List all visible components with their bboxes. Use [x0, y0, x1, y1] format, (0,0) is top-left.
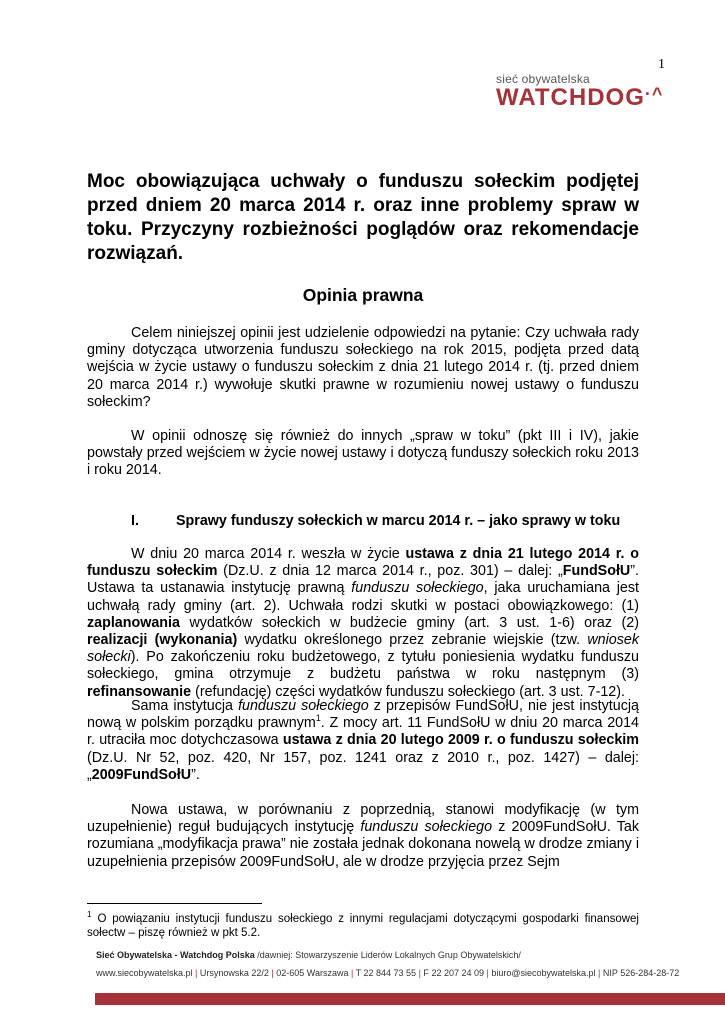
separator: |: [268, 968, 277, 978]
text-run: Nowa ustawa, w porównaniu z poprzednią, stanowi modyfikację (w tym uzupełnienie) reguł budujących instytucję: [87, 802, 639, 836]
page-number: 1: [658, 57, 665, 72]
footnote-text: O powiązaniu instytucji funduszu sołeckiego z innymi regulacjami dotyczącymi gospodarki finansowej sołectw – piszę również w pkt 5.2.: [87, 912, 639, 939]
text-run: z przepisów FundSołU, nie jest instytucją nową w polskim porządku prawnym: [87, 698, 639, 732]
text-run-bold: FundSołU: [562, 563, 631, 580]
separator: |: [348, 968, 356, 978]
text-run: ”. Ustawa ta ustanawia instytucję prawną: [87, 563, 639, 597]
footnote-ref[interactable]: 1: [315, 713, 321, 724]
text-run: Sama instytucja: [131, 698, 239, 714]
footer-former-name: /dawniej: Stowarzyszenie Liderów Lokalnych Grup Obywatelskich/: [254, 950, 521, 960]
watchdog-logo: [496, 72, 663, 112]
paragraph-institution: [87, 698, 639, 784]
footer-website[interactable]: www.siecobywatelska.pl: [96, 968, 193, 978]
text-run: (Dz.U. Nr 52, poz. 420, Nr 157, poz. 1241 oraz z 2010 r., poz. 1427) – dalej: „: [87, 749, 639, 783]
text-run-bold: zaplanowania: [87, 614, 180, 631]
text-run: ”.: [191, 766, 200, 783]
document-subtitle: Opinia prawna: [302, 285, 424, 305]
text-run-italic: funduszu sołeckiego: [360, 819, 493, 836]
footnote-mark: 1: [87, 910, 92, 919]
separator: |: [595, 968, 603, 978]
text-run-italic: funduszu sołeckiego: [238, 698, 369, 714]
footnote: [87, 908, 639, 940]
footer-tel: 22 844 73 55: [363, 968, 417, 978]
logo-text: WATCHDOG: [496, 84, 645, 111]
section-heading: [87, 513, 639, 529]
section-number: I.: [131, 513, 139, 529]
footer-organization: [96, 950, 521, 960]
text-run: , jaka uruchamiana jest uchwałą rady gminy (art. 2). Uchwała rodzi skutki w postaci obowiązkowego: (1): [87, 580, 639, 614]
footer-tel-label: T: [355, 968, 361, 978]
document-title: Moc obowiązująca uchwały o funduszu sołeckim podjętej przed dniem 20 marca 2014 r. oraz inne problemy spraw w toku. Przyczyny rozbieżności poglądów oraz rekomendacje rozwiązań.: [87, 171, 639, 264]
text-run: . Z mocy art. 11 FundSołU w dniu 20 marca 2014 r. utraciła moc dotychczasowa: [87, 715, 639, 749]
text-run: z 2009FundSołU. Tak rozumiana „modyfikacja prawa” nie została jednak dokonana nowelą w drodze zmiany i uzupełnienia przepisów 2009FundSołU, ale w drodze przyjęcia przez Sejm: [87, 819, 639, 870]
paragraph-new-act: [87, 546, 639, 701]
footer-fax: 22 207 24 09: [431, 968, 484, 978]
separator: |: [192, 968, 200, 978]
text-run-bold: refinansowanie: [87, 683, 192, 700]
footer-nip: 526-284-28-72: [620, 968, 680, 978]
footer-nip-label: NIP: [602, 968, 618, 978]
text-run-bold: ustawa z dnia 20 lutego 2009 r. o funduszu sołeckim: [282, 732, 639, 749]
separator: |: [416, 968, 424, 978]
footer-address: Ursynowska 22/2: [199, 968, 269, 978]
text-run: W dniu 20 marca 2014 r. weszła w życie: [131, 546, 406, 562]
footer-brand-bar: [95, 993, 725, 1005]
text-run-italic: funduszu sołeckiego: [351, 580, 484, 597]
text-run: (Dz.U. z dnia 12 marca 2014 r., poz. 301) – dalej: „: [217, 563, 563, 580]
footer-city: 02-605 Warszawa: [276, 968, 349, 978]
footer-org-name: Sieć Obywatelska - Watchdog Polska: [96, 950, 255, 960]
text-run-bold: realizacji (wykonania): [87, 632, 238, 649]
text-run: wydatków sołeckich w budżecie gminy (art. 3 ust. 1-6) oraz (2): [179, 614, 639, 631]
paragraph-scope: W opinii odnoszę się również do innych „spraw w toku” (pkt III i IV), jakie powstały przed wejściem w życie nowej ustawy i dotyczą funduszy sołeckich roku 2013 i roku 2014.: [87, 428, 639, 479]
paragraph-modification: [87, 802, 639, 871]
paragraph-intro: Celem niniejszej opinii jest udzielenie odpowiedzi na pytanie: Czy uchwała rady gminy dotycząca utworzenia funduszu sołeckiego na rok 2015, podjęta przed datą wejścia w życie ustawy o funduszu sołeckim z dnia 21 lutego 2014 r. (tj. przed dniem 20 marca 2014 r.) wywołuje skutki prawne w rozumieniu nowej ustawy o funduszu sołeckim?: [87, 325, 639, 410]
text-run: (refundację) części wydatków funduszu sołeckiego (art. 3 ust. 7-12).: [191, 683, 625, 700]
footer-contact: [96, 968, 679, 978]
text-run: ). Po zakończeniu roku budżetowego, z tytułu poniesienia wydatku funduszu sołeckiego, gmina otrzymuje z budżetu państwa w roku następnym (3): [87, 649, 639, 683]
text-run: wydatku określonego przez zebranie wiejskie (tzw.: [237, 632, 588, 649]
logo-tagline: sieć obywatelska: [496, 72, 590, 86]
footer-fax-label: F: [423, 968, 429, 978]
text-run-bold: ustawa z dnia 21 lutego 2014 r. o funduszu sołeckim: [87, 546, 639, 580]
footer-email[interactable]: biuro@siecobywatelska.pl: [491, 968, 596, 978]
separator: |: [484, 968, 492, 978]
section-title: Sprawy funduszy sołeckich w marcu 2014 r. – jako sprawy w toku: [176, 513, 621, 529]
text-run-italic: wniosek sołecki: [87, 632, 640, 666]
logo-mark: ·^: [644, 84, 664, 104]
footnote-divider: [87, 903, 262, 904]
logo-wordmark: [496, 84, 663, 112]
text-run-bold: 2009FundSołU: [91, 766, 192, 783]
